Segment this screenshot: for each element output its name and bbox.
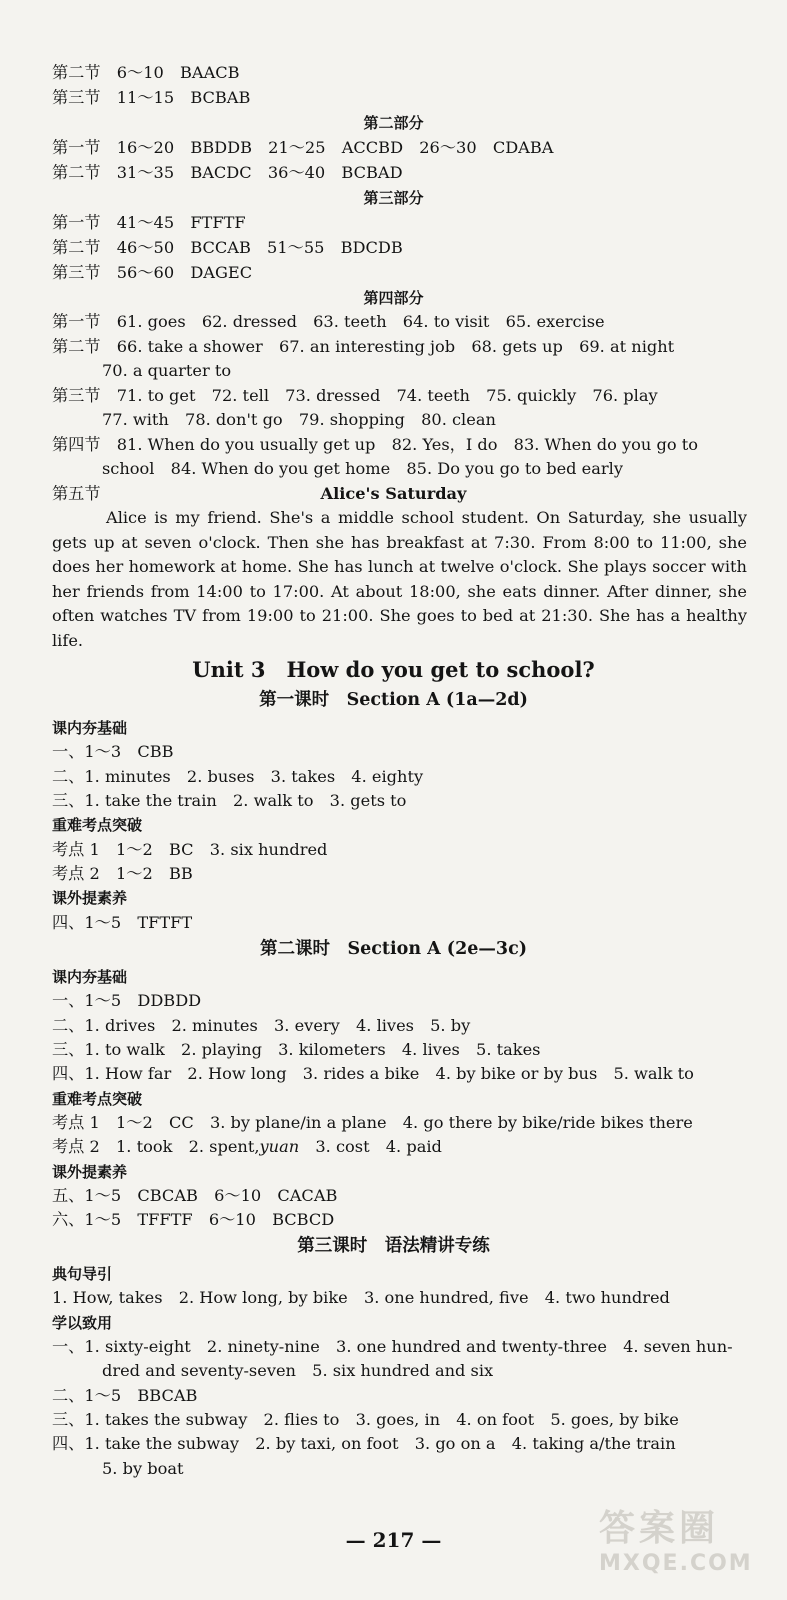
answer-line: 1. How, takes 2. How long, by bike 3. one hundred, five 4. two hundred [52,1288,670,1307]
subsection-heading: 重难考点突破 [52,1090,143,1108]
answer-line: 四、1. take the subway 2. by taxi, on foot 3. go on a 4. taking a/the train [52,1434,676,1453]
unit-title: Unit 3 How do you get to school? [192,657,595,682]
part-heading: 第二部分 [363,114,424,132]
answer-line: school 84. When do you get home 85. Do you go to bed early [102,459,623,478]
answer-line: 第二节 6～10 BAACB [52,63,240,82]
watermark-logo [599,1500,769,1580]
page-number: — 217 — [345,1528,442,1552]
answer-line: 四、1. How far 2. How long 3. rides a bike 4. by bike or by bus 5. walk to [52,1064,694,1083]
answer-text: 考点 2 1. took 2. spent, [52,1137,260,1156]
subsection-heading: 课外提素养 [52,889,128,907]
answer-line: 考点 2 1～2 BB [52,864,193,883]
answer-line: 二、1. minutes 2. buses 3. takes 4. eighty [52,767,424,786]
answer-line: 六、1～5 TFFTF 6～10 BCBCD [52,1210,335,1229]
answer-line: 三、1. take the train 2. walk to 3. gets to [52,791,407,810]
answer-line: 5. by boat [102,1459,184,1478]
answer-line: 第一节 16～20 BBDDB 21～25 ACCBD 26～30 CDABA [52,138,554,157]
answer-line: dred and seventy-seven 5. six hundred and six [102,1361,494,1380]
answer-line: 考点 1 1～2 CC 3. by plane/in a plane 4. go there by bike/ride bikes there [52,1113,693,1132]
subsection-heading: 重难考点突破 [52,816,143,834]
answer-line: 第三节 11～15 BCBAB [52,88,251,107]
answer-line: 一、1～5 DDBDD [52,991,202,1010]
answer-line: 第五节 [52,484,101,503]
answer-line: 第一节 41～45 FTFTF [52,213,246,232]
watermark-top: 答案圈 [599,1508,720,1549]
subsection-heading: 课内夯基础 [52,968,128,986]
answer-line: 考点 1 1～2 BC 3. six hundred [52,840,328,859]
answer-line: 70. a quarter to [102,361,232,380]
subsection-heading: 典句导引 [52,1265,113,1283]
essay-paragraph: Alice is my friend. She's a middle school student. On Saturday, she usually gets up at seven o'clock. Then she has breakfast at 7:30. From 8:00 to 11:00, she does her homework at home. She has lunch at twelve o'clock. She plays soccer with her friends from 14:00 to 17:00. At about 18:00, she eats dinner. After dinner, she often watches TV from 19:00 to 21:00. She goes to bed at 21:30. She has a healthy life. [52,508,747,650]
answer-line: 二、1. drives 2. minutes 3. every 4. lives 5. by [52,1016,471,1035]
answer-line [52,1135,747,1159]
answer-line: 一、1. sixty-eight 2. ninety-nine 3. one hundred and twenty-three 4. seven hun- [52,1337,733,1356]
watermark-bottom: MXQE.COM [599,1551,753,1576]
answer-line: 三、1. takes the subway 2. flies to 3. goes, in 4. on foot 5. goes, by bike [52,1410,679,1429]
answer-text: 3. cost 4. paid [299,1137,442,1156]
part-heading: 第四部分 [363,289,424,307]
subsection-heading: 课内夯基础 [52,719,128,737]
answer-line: 第四节 81. When do you usually get up 82. Yes，I do 83. When do you go to [52,435,698,454]
essay-title: Alice's Saturday [320,484,467,503]
lesson-title: 第三课时 语法精讲专练 [297,1236,490,1256]
answer-line: 三、1. to walk 2. playing 3. kilometers 4. lives 5. takes [52,1040,541,1059]
answer-line: 二、1～5 BBCAB [52,1386,198,1405]
answer-line: 第二节 31～35 BACDC 36～40 BCBAD [52,163,403,182]
answer-line: 第二节 66. take a shower 67. an interesting job 68. gets up 69. at night [52,337,675,356]
lesson-title: 第一课时 Section A (1a—2d) [259,690,528,710]
subsection-heading: 学以致用 [52,1314,113,1332]
lesson-title: 第二课时 Section A (2e—3c) [259,939,528,959]
part-heading: 第三部分 [363,189,424,207]
answer-line: 第二节 46～50 BCCAB 51～55 BDCDB [52,238,403,257]
answer-line: 第三节 71. to get 72. tell 73. dressed 74. teeth 75. quickly 76. play [52,386,658,405]
answer-line: 77. with 78. don't go 79. shopping 80. clean [102,410,496,429]
answer-line: 第一节 61. goes 62. dressed 63. teeth 64. to visit 65. exercise [52,312,605,331]
answer-line: 五、1～5 CBCAB 6～10 CACAB [52,1186,338,1205]
answer-text-italic: yuan [259,1137,300,1156]
subsection-heading: 课外提素养 [52,1163,128,1181]
answer-line: 四、1～5 TFTFT [52,913,193,932]
answer-line: 一、1～3 CBB [52,742,174,761]
answer-line: 第三节 56～60 DAGEC [52,263,253,282]
